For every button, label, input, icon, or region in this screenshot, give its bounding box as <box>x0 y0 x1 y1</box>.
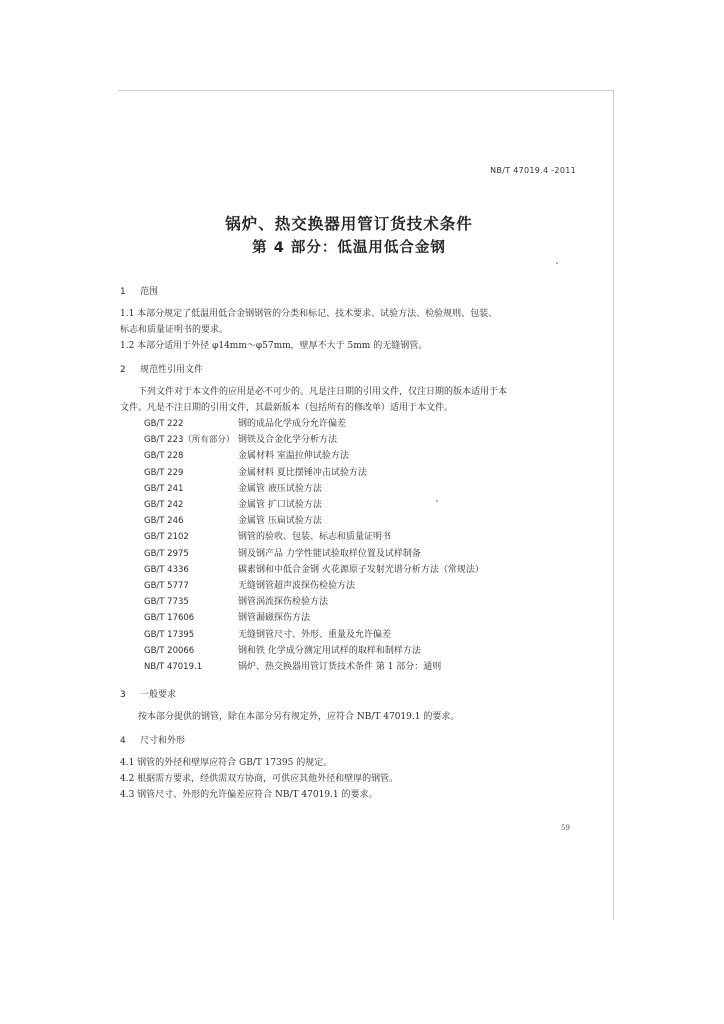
scan-speck <box>436 500 438 502</box>
clause-4-1: 4.1 钢管的外径和壁厚应符合 GB/T 17395 的规定。 <box>120 758 333 768</box>
reference-item <box>120 513 580 529</box>
section-number: 2 <box>120 365 126 375</box>
reference-item <box>120 546 580 562</box>
clause-3: 按本部分提供的钢管，除在本部分另有规定外，应符合 NB/T 47019.1 的要求。 <box>138 712 460 722</box>
clause-1-1-continued: 标志和质量证明书的要求。 <box>120 325 229 335</box>
reference-title: 钢管涡流探伤检验方法 <box>238 597 329 608</box>
reference-title: 钢的成品化学成分允许偏差 <box>238 419 347 430</box>
reference-code: GB/T 246 <box>144 516 184 527</box>
reference-code: GB/T 2975 <box>144 548 189 559</box>
reference-title: 金属管 压扁试验方法 <box>238 516 322 527</box>
section-2-heading <box>120 362 580 378</box>
reference-item <box>120 465 580 481</box>
reference-title: 钢管漏磁探伤方法 <box>238 613 311 624</box>
section-3-heading <box>120 687 580 703</box>
section-title: 规范性引用文件 <box>140 365 204 375</box>
reference-title: 钢和铁 化学成分测定用试样的取样和制样方法 <box>238 645 421 656</box>
section-number: 3 <box>120 690 126 700</box>
reference-list <box>120 416 580 675</box>
reference-item <box>120 643 580 659</box>
reference-item <box>120 416 580 432</box>
reference-title: 无缝钢管超声波探伤检验方法 <box>238 580 356 591</box>
page-border-right <box>613 90 614 920</box>
references-intro-continued: 文件。凡是不注日期的引用文件，其最新版本（包括所有的修改单）适用于本文件。 <box>120 403 454 413</box>
reference-code: GB/T 17606 <box>144 613 195 624</box>
reference-code: GB/T 228 <box>144 451 184 462</box>
reference-item <box>120 432 580 448</box>
references-intro: 下列文件对于本文件的应用是必不可少的。凡是注日期的引用文件，仅注日期的版本适用于本 <box>138 387 508 397</box>
reference-code: GB/T 241 <box>144 483 184 494</box>
reference-code: NB/T 47019.1 <box>144 661 203 672</box>
section-4-heading <box>120 733 580 749</box>
section-number: 1 <box>120 287 126 297</box>
document-title: 锅炉、热交换器用管订货技术条件 <box>225 215 473 233</box>
section-title: 尺寸和外形 <box>140 736 186 746</box>
reference-item <box>120 610 580 626</box>
reference-item <box>120 659 580 675</box>
scan-speck <box>556 262 558 264</box>
page-border-top <box>118 90 614 91</box>
reference-code: GB/T 222 <box>144 419 184 430</box>
reference-title: 金属材料 室温拉伸试验方法 <box>238 451 349 462</box>
reference-item <box>120 562 580 578</box>
clause-1-1: 1.1 本部分规定了低温用低合金钢钢管的分类和标记、技术要求、试验方法、检验规则、包装、 <box>120 309 498 319</box>
reference-item <box>120 481 580 497</box>
reference-title: 金属管 扩口试验方法 <box>238 500 322 511</box>
document-body <box>120 282 580 803</box>
section-1-heading <box>120 284 580 300</box>
reference-code: GB/T 5777 <box>144 580 189 591</box>
reference-title: 金属材料 夏比摆锤冲击试验方法 <box>238 467 367 478</box>
reference-code: GB/T 20066 <box>144 645 195 656</box>
reference-item <box>120 497 580 513</box>
reference-title: 钢及钢产品 力学性能试验取样位置及试样制备 <box>238 548 421 559</box>
reference-code: GB/T 242 <box>144 500 184 511</box>
clause-4-2: 4.2 根据需方要求，经供需双方协商，可供应其他外径和壁厚的钢管。 <box>120 774 399 784</box>
clause-1-2: 1.2 本部分适用于外径 φ14mm～φ57mm，壁厚不大于 5mm 的无缝钢管。 <box>120 341 428 351</box>
standard-code: NB/T 47019.4 -2011 <box>490 166 576 175</box>
reference-code: GB/T 7735 <box>144 597 189 608</box>
reference-code: GB/T 17395 <box>144 629 195 640</box>
reference-title: 钢管的验收、包装、标志和质量证明书 <box>238 532 392 543</box>
section-title: 范围 <box>140 287 159 297</box>
clause-4-3: 4.3 钢管尺寸、外形的允许偏差应符合 NB/T 47019.1 的要求。 <box>120 790 378 800</box>
reference-item <box>120 594 580 610</box>
reference-item <box>120 626 580 642</box>
reference-title: 钢铁及合金化学分析方法 <box>238 435 338 446</box>
reference-item <box>120 529 580 545</box>
reference-title: 无缝钢管尺寸、外形、重量及允许偏差 <box>238 629 392 640</box>
section-title: 一般要求 <box>140 690 177 700</box>
reference-code: GB/T 2102 <box>144 532 189 543</box>
reference-title: 碳素钢和中低合金钢 火花源原子发射光谱分析方法（常规法） <box>238 564 484 575</box>
reference-title: 锅炉、热交换器用管订货技术条件 第 1 部分：通则 <box>238 661 442 672</box>
document-subtitle: 第 4 部分：低温用低合金钢 <box>252 240 446 256</box>
reference-item <box>120 448 580 464</box>
reference-code: GB/T 4336 <box>144 564 189 575</box>
section-number: 4 <box>120 736 126 746</box>
reference-code: GB/T 223（所有部分） <box>144 435 235 446</box>
reference-item <box>120 578 580 594</box>
reference-code: GB/T 229 <box>144 467 184 478</box>
reference-title: 金属管 液压试验方法 <box>238 483 322 494</box>
page-number: 59 <box>561 824 570 832</box>
